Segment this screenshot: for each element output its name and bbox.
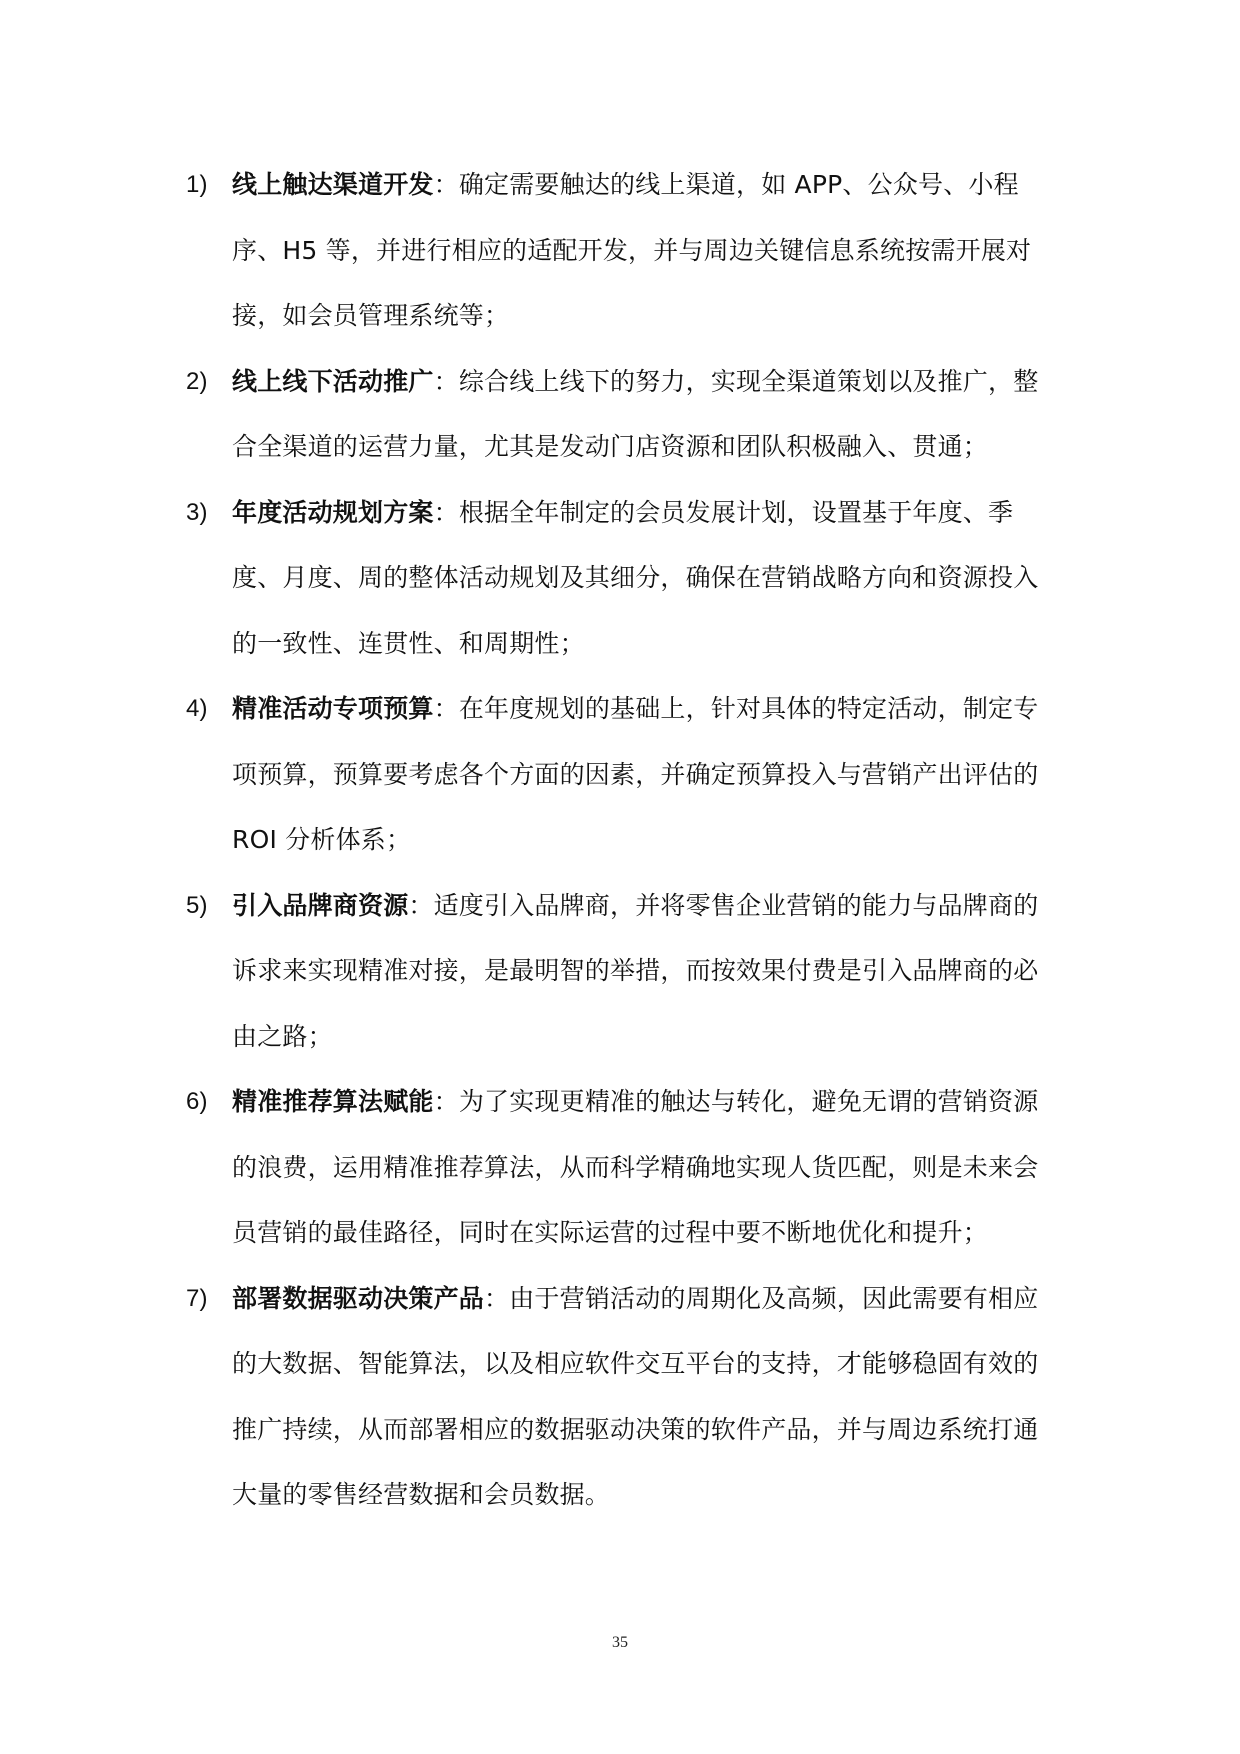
- page-number: 35: [612, 1634, 628, 1651]
- item-term: 精准活动专项预算: [232, 694, 434, 723]
- item-term: 引入品牌商资源: [232, 890, 409, 920]
- item-text: 在年度规划的基础上，针对具体的特定活动，制定专项预算，预算要考虑各个方面的因素，并确定预算投入与营销产出评估的 ROI 分析体系；: [232, 694, 1039, 854]
- item-term: 年度活动规划方案: [232, 497, 434, 527]
- item-number: 5): [186, 891, 208, 919]
- list-item: [186, 349, 1046, 480]
- item-separator: ：: [484, 1283, 510, 1313]
- item-separator: ：: [408, 890, 434, 920]
- item-term: 精准推荐算法赋能: [232, 1087, 434, 1116]
- item-term: 线上触达渠道开发: [232, 170, 434, 199]
- list-item: [186, 676, 1046, 873]
- item-term: 部署数据驱动决策产品: [232, 1283, 485, 1313]
- list-item: [186, 480, 1046, 677]
- item-number: 2): [186, 367, 208, 395]
- item-text: 为了实现更精准的触达与转化，避免无谓的营销资源的浪费，运用精准推荐算法，从而科学精确地实现人货匹配，则是未来会员营销的最佳路径，同时在实际运营的过程中要不断地优化和提升；: [232, 1087, 1039, 1247]
- item-text: 根据全年制定的会员发展计划，设置基于年度、季度、月度、周的整体活动规划及其细分，确保在营销战略方向和资源投入的一致性、连贯性、和周期性；: [232, 497, 1039, 658]
- item-number: 1): [186, 171, 208, 198]
- item-text: 综合线上线下的努力，实现全渠道策划以及推广，整合全渠道的运营力量，尤其是发动门店资源和团队积极融入、贯通；: [232, 366, 1039, 461]
- item-number: 6): [186, 1088, 208, 1115]
- item-term: 线上线下活动推广: [232, 366, 434, 396]
- item-number: 3): [186, 498, 208, 526]
- item-number: 7): [186, 1284, 208, 1312]
- list-item: [186, 1069, 1046, 1266]
- item-separator: ：: [433, 497, 459, 527]
- item-separator: ：: [433, 694, 459, 723]
- item-separator: ：: [433, 170, 459, 199]
- list-item: [186, 1266, 1046, 1528]
- item-text: 由于营销活动的周期化及高频，因此需要有相应的大数据、智能算法，以及相应软件交互平台的支持，才能够稳固有效的推广持续，从而部署相应的数据驱动决策的软件产品，并与周边系统打通大量的零售经营数据和会员数据。: [232, 1283, 1039, 1509]
- item-text: 确定需要触达的线上渠道，如 APP、公众号、小程序、H5 等，并进行相应的适配开发，并与周边关键信息系统按需开展对接，如会员管理系统等；: [232, 170, 1032, 330]
- item-separator: ：: [433, 1087, 459, 1116]
- item-text: 适度引入品牌商，并将零售企业营销的能力与品牌商的诉求来实现精准对接，是最明智的举措，而按效果付费是引入品牌商的必由之路；: [232, 890, 1039, 1051]
- item-separator: ：: [433, 366, 459, 396]
- list-item: [186, 873, 1046, 1070]
- item-number: 4): [186, 695, 208, 722]
- numbered-list: [186, 152, 1046, 1528]
- list-item: [186, 152, 1046, 349]
